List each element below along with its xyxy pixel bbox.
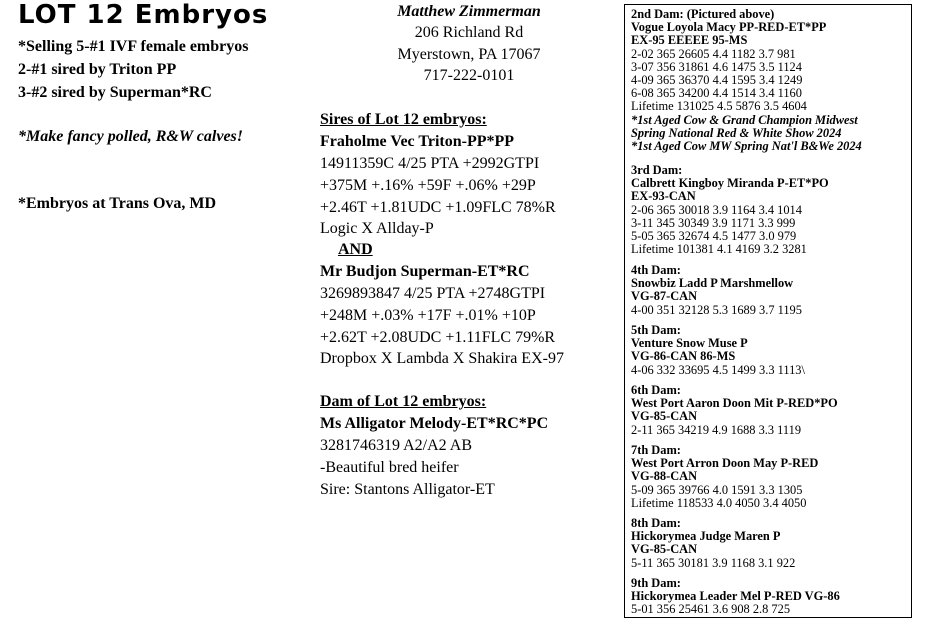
dam2-record: 4-09 365 36370 4.4 1595 3.4 1249 xyxy=(631,73,803,88)
dam2-class: EX-95 EEEEE 95-MS xyxy=(631,33,748,48)
embryo-location: *Embryos at Trans Ova, MD xyxy=(18,195,217,212)
dam5-name: Venture Snow Muse P xyxy=(631,336,748,351)
dam7-label: 7th Dam: xyxy=(631,443,681,457)
sire2-line: +2.62T +2.08UDC +1.11FLC 79%R xyxy=(320,329,556,346)
dam2-award: Spring National Red & White Show 2024 xyxy=(631,125,842,140)
dam7-record: 5-09 365 39766 4.0 1591 3.3 1305 xyxy=(631,482,803,497)
owner-city: Myerstown, PA 17067 xyxy=(397,46,541,63)
owner-phone: 717-222-0101 xyxy=(423,67,515,84)
dam2-record: 2-02 365 26605 4.4 1182 3.7 981 xyxy=(631,46,796,61)
dam5-record: 4-06 332 33695 4.5 1499 3.3 1113\ xyxy=(631,362,805,377)
dam3-class: EX-93-CAN xyxy=(631,189,696,204)
dam8-class: VG-85-CAN xyxy=(631,542,698,557)
dam7-lifetime: Lifetime 118533 4.0 4050 3.4 4050 xyxy=(631,495,807,510)
sire1-line: +2.46T +1.81UDC +1.09FLC 78%R xyxy=(320,199,556,216)
tagline: *Make fancy polled, R&W calves! xyxy=(18,128,244,145)
dam6-label: 6th Dam: xyxy=(631,383,681,397)
dam2-label: 2nd Dam: (Pictured above) xyxy=(631,7,775,21)
selling-line-2: 2-#1 sired by Triton PP xyxy=(18,61,177,78)
dam5-label: 5th Dam: xyxy=(631,323,681,337)
dam2-record: 6-08 365 34200 4.4 1514 3.4 1160 xyxy=(631,86,802,101)
dam3-record: 5-05 365 32674 4.5 1477 3.0 979 xyxy=(631,229,797,244)
dam8-name: Hickorymea Judge Maren P xyxy=(631,529,781,544)
dam6-record: 2-11 365 34219 4.9 1688 3.3 1119 xyxy=(631,422,802,437)
dam2-name: Vogue Loyola Macy PP-RED-ET*PP xyxy=(631,20,827,35)
dam3-record: 2-06 365 30018 3.9 1164 3.4 1014 xyxy=(631,202,802,217)
dam2-award: *1st Aged Cow MW Spring Nat'l B&We 2024 xyxy=(631,139,862,154)
dam9-name: Hickorymea Leader Mel P-RED VG-86 xyxy=(631,589,840,604)
dam4-name: Snowbiz Ladd P Marshmellow xyxy=(631,276,794,291)
owner-address: 206 Richland Rd xyxy=(414,24,524,41)
dam5-class: VG-86-CAN 86-MS xyxy=(631,349,736,364)
sire1-line: Logic X Allday-P xyxy=(320,220,434,237)
dam3-name: Calbrett Kingboy Miranda P-ET*PO xyxy=(631,176,829,191)
lot-title: LOT 12 Embryos xyxy=(18,0,269,30)
dam-line: Sire: Stantons Alligator-ET xyxy=(320,481,495,498)
owner-name: Matthew Zimmerman xyxy=(397,3,541,20)
dam4-class: VG-87-CAN xyxy=(631,289,698,304)
sire2-line: Dropbox X Lambda X Shakira EX-97 xyxy=(320,350,564,367)
dam2-award: *1st Aged Cow & Grand Champion Midwest xyxy=(631,112,858,127)
dam-line: -Beautiful bred heifer xyxy=(320,459,459,476)
dam7-name: West Port Arron Doon May P-RED xyxy=(631,456,819,471)
dam3-record: 3-11 345 30349 3.9 1171 3.3 999 xyxy=(631,215,796,230)
dam2-lifetime: Lifetime 131025 4.5 5876 3.5 4604 xyxy=(631,99,807,114)
dam6-name: West Port Aaron Doon Mit P-RED*PO xyxy=(631,396,838,411)
dam9-record: 5-01 356 25461 3.6 908 2.8 725 xyxy=(631,602,791,617)
and-label: AND xyxy=(338,241,373,258)
dam4-record: 4-00 351 32128 5.3 1689 3.7 1195 xyxy=(631,302,802,317)
dam6-class: VG-85-CAN xyxy=(631,409,698,424)
dam4-label: 4th Dam: xyxy=(631,263,681,277)
dam-heading: Dam of Lot 12 embryos: xyxy=(320,393,487,410)
dam9-label: 9th Dam: xyxy=(631,576,681,590)
selling-line-3: 3-#2 sired by Superman*RC xyxy=(18,84,212,101)
sire2-line: 3269893847 4/25 PTA +2748GTPI xyxy=(320,285,546,302)
dam8-label: 8th Dam: xyxy=(631,516,681,530)
sire1-line: +375M +.16% +59F +.06% +29P xyxy=(320,177,536,194)
sire1-line: 14911359C 4/25 PTA +2992GTPI xyxy=(320,155,540,172)
dam-line: 3281746319 A2/A2 AB xyxy=(320,437,473,454)
dam7-class: VG-88-CAN xyxy=(631,469,698,484)
dam3-lifetime: Lifetime 101381 4.1 4169 3.2 3281 xyxy=(631,242,807,257)
pedigree-box xyxy=(624,4,912,618)
dam-name: Ms Alligator Melody-ET*RC*PC xyxy=(320,415,549,432)
dam3-label: 3rd Dam: xyxy=(631,163,683,177)
dam2-record: 3-07 356 31861 4.6 1475 3.5 1124 xyxy=(631,59,802,74)
sires-heading: Sires of Lot 12 embryos: xyxy=(320,111,487,128)
dam8-record: 5-11 365 30181 3.9 1168 3.1 922 xyxy=(631,555,796,570)
sire2-line: +248M +.03% +17F +.01% +10P xyxy=(320,307,536,324)
selling-line-1: *Selling 5-#1 IVF female embryos xyxy=(18,38,249,55)
sire1-name: Fraholme Vec Triton-PP*PP xyxy=(320,133,515,150)
sire2-name: Mr Budjon Superman-ET*RC xyxy=(320,263,530,280)
